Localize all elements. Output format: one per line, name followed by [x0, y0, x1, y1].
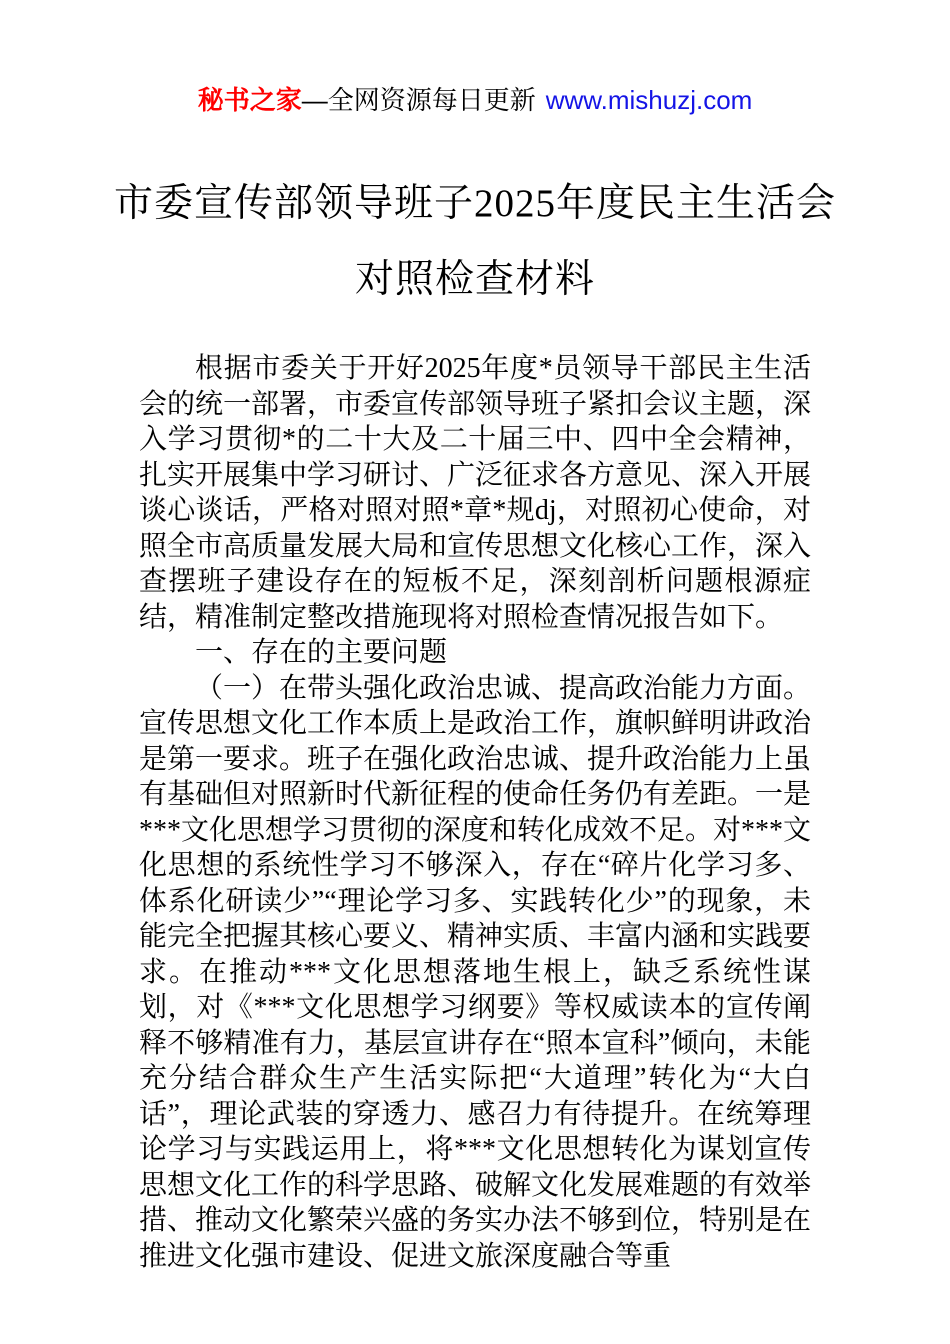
banner-dash: — — [301, 85, 328, 115]
document-title-line1: 市委宣传部领导班子2025年度民主生活会 — [113, 182, 836, 225]
site-banner — [0, 0, 950, 116]
site-tagline: 全网资源每日更新 — [327, 85, 536, 115]
paragraph-intro: 根据市委关于开好2025年度*员领导干部民主生活会的统一部署，市委宣传部领导班子紧扣会议主题，深入学习贯彻*的二十大及二十届三中、四中全会精神，扎实开展集中学习研讨、广泛征求各方意见、深入开展谈心谈话，严格对照对照*章*规dj，对照初心使命，对照全市高质量发展大局和宣传思想文化核心工作，深入查摆班子建设存在的短板不足，深刻剖析问题根源症结，精准制定整改措施现将对照检查情况报告如下。 — [139, 353, 812, 633]
site-brand: 秘书之家 — [197, 85, 302, 115]
site-url: www.mishuzj.com — [545, 85, 753, 115]
document-body — [139, 351, 811, 1274]
document-title — [0, 166, 950, 318]
section-heading-main-problems: 一、存在的主要问题 — [195, 637, 448, 668]
paragraph-subsection-1: （一）在带头强化政治忠诚、提高政治能力方面。宣传思想文化工作本质上是政治工作，旗帜鲜明讲政治是第一要求。班子在强化政治忠诚、提升政治能力上虽有基础但对照新时代新征程的使命任务仍有差距。一是***文化思想学习贯彻的深度和转化成效不足。对***文化思想的系统性学习不够深入，存在“碎片化学习多、体系化研读少”“理论学习多、实践转化少”的现象，未能完全把握其核心要义、精神实质、丰富内涵和实践要求。在推动***文化思想落地生根上，缺乏系统性谋划，对《***文化思想学习纲要》等权威读本的宣传阐释不够精准有力，基层宣讲存在“照本宣科”倾向，未能充分结合群众生产生活实际把“大道理”转化为“大白话”，理论武装的穿透力、感召力有待提升。在统筹理论学习与实践运用上，将***文化思想转化为谋划宣传思想文化工作的科学思路、破解文化发展难题的有效举措、推动文化繁荣兴盛的务实办法不够到位，特别是在推进文化强市建设、促进文旅深度融合等重 — [139, 672, 812, 1272]
document-title-line2: 对照检查材料 — [354, 258, 595, 301]
